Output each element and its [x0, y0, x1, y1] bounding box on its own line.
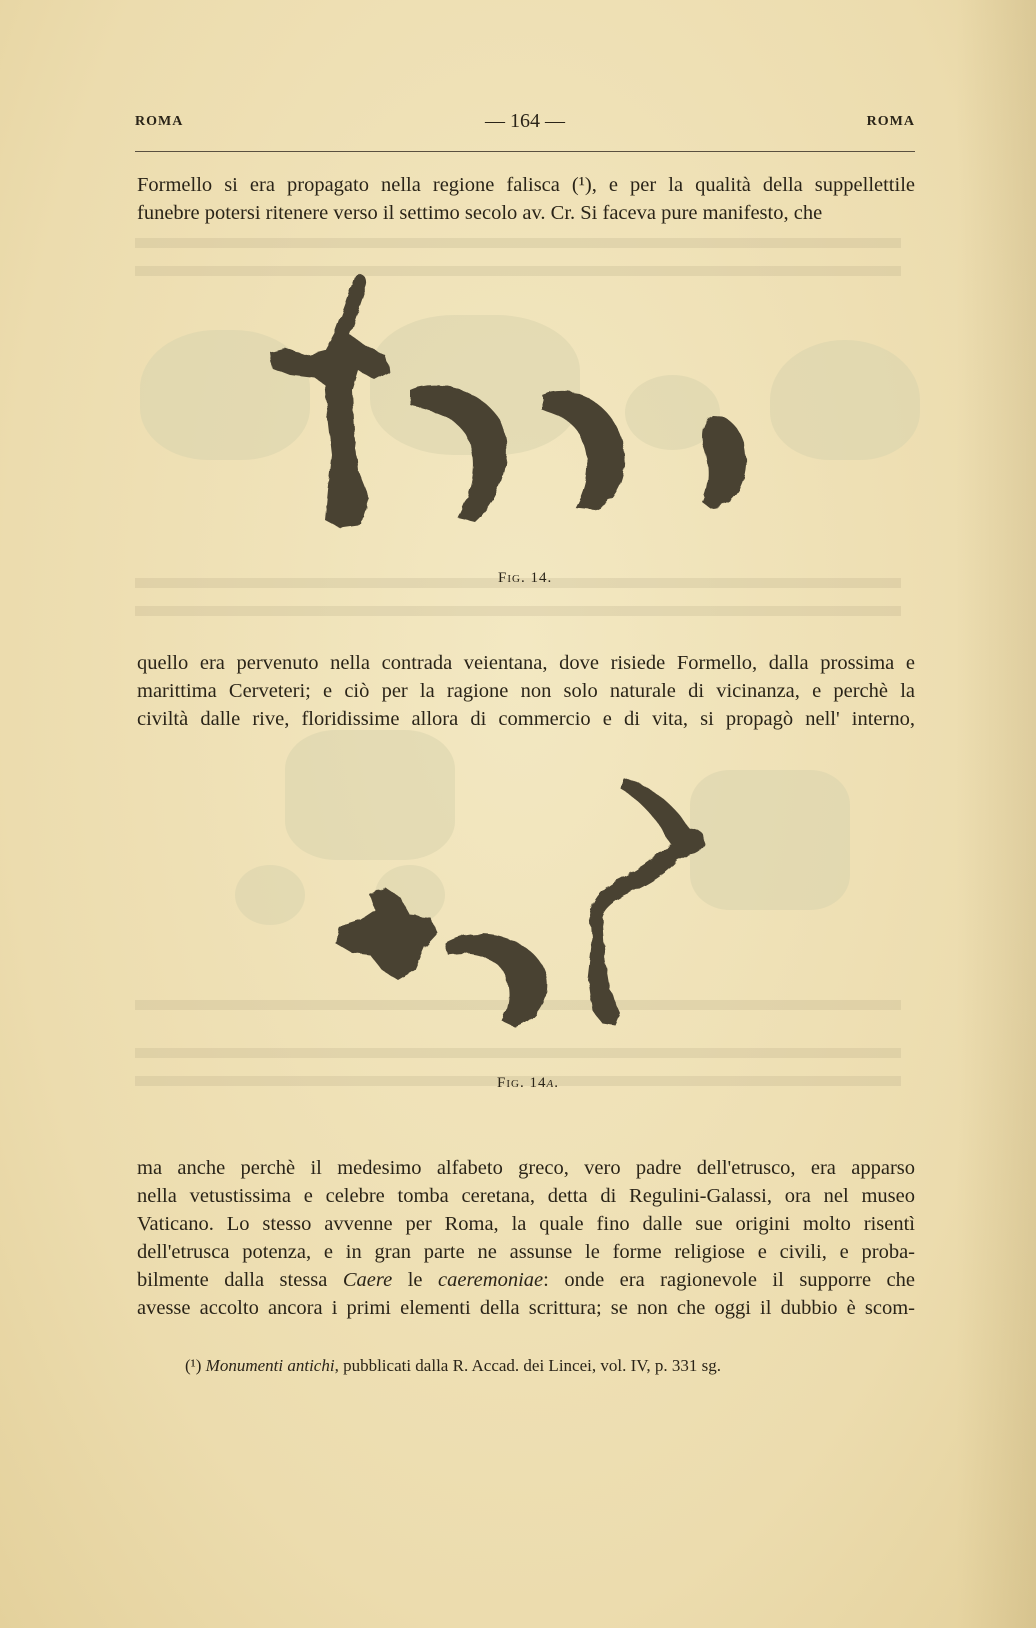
- figure-14a-image: [330, 775, 730, 1045]
- text-line: Formello si era propagato nella regione falisca (¹), e per la qualità della suppellettile: [137, 174, 915, 196]
- term-caeremoniae: caeremoniae: [438, 1269, 544, 1291]
- page-number: — 164 —: [485, 110, 565, 132]
- text-run: le: [392, 1269, 438, 1291]
- text-line: avesse accolto ancora i primi elementi della scrittura; se non che oggi il dubbio è scom-: [137, 1297, 915, 1319]
- paragraph-1: [137, 171, 915, 227]
- paragraph-2: [137, 649, 915, 733]
- fragment-crescent-3: [702, 415, 746, 508]
- running-head: [135, 110, 915, 140]
- fragment-cross: [270, 274, 390, 528]
- footnote-marker: (¹): [185, 1356, 206, 1375]
- text-line: Vaticano. Lo stesso avvenne per Roma, la quale fino dalle sue origini molto risentì: [137, 1213, 915, 1235]
- footnote: [185, 1355, 945, 1377]
- running-head-left: ROMA: [135, 114, 184, 129]
- figure-14-image: [270, 270, 790, 550]
- text-line: dell'etrusca potenza, e in gran parte ne assunse le forme religiose e civili, e proba-: [137, 1241, 915, 1263]
- text-line: marittima Cerveteri; e ciò per la ragione non solo naturale di vicinanza, e perchè la: [137, 680, 915, 702]
- figure-14a-caption-end: .: [554, 1075, 559, 1091]
- header-rule: [135, 151, 915, 152]
- text-line: nella vetustissima e celebre tomba ceretana, detta di Regulini-Galassi, ora nel museo: [137, 1185, 915, 1207]
- bleed-through-shape: [770, 340, 920, 460]
- bleed-through-shape: [235, 865, 305, 925]
- text-line: funebre potersi ritenere verso il settimo secolo av. Cr. Si faceva pure manifesto, che: [137, 202, 823, 224]
- bleed-through-text: [135, 1048, 901, 1058]
- figure-14a-caption-prefix: Fig. 14: [497, 1075, 547, 1091]
- text-line: quello era pervenuto nella contrada veientana, dove risiede Formello, dalla prossima e: [137, 652, 915, 674]
- text-line: [137, 1266, 915, 1294]
- bleed-through-text: [135, 606, 901, 616]
- text-line: ma anche perchè il medesimo alfabeto greco, vero padre dell'etrusco, era apparso: [137, 1157, 915, 1179]
- fragment-bent-rod: [588, 777, 705, 1025]
- paragraph-3: [137, 1154, 915, 1322]
- term-caere: Caere: [342, 1269, 393, 1291]
- figure-14a-caption: [497, 1075, 559, 1092]
- page-edge-shade: [956, 0, 1036, 1628]
- fragment-crescent-1: [410, 385, 507, 522]
- running-head-right: ROMA: [866, 114, 915, 129]
- fragment-crescent-4: [445, 934, 547, 1027]
- text-run: : onde era ragionevole il supporre che: [543, 1269, 915, 1291]
- figure-14-caption: Fig. 14.: [498, 570, 553, 586]
- text-line: civiltà dalle rive, floridissime allora di commercio e di vita, si propagò nell' interno,: [137, 708, 915, 730]
- fragment-crescent-2: [542, 391, 625, 510]
- figure-14a-caption-suffix: a: [546, 1075, 555, 1091]
- fragment-blob: [335, 887, 438, 980]
- footnote-title: Monumenti antichi: [205, 1356, 335, 1375]
- footnote-text: , pubblicati dalla R. Accad. dei Lincei, vol. IV, p. 331 sg.: [334, 1356, 721, 1375]
- bleed-through-text: [135, 238, 901, 248]
- text-run: bilmente dalla stessa: [137, 1269, 343, 1291]
